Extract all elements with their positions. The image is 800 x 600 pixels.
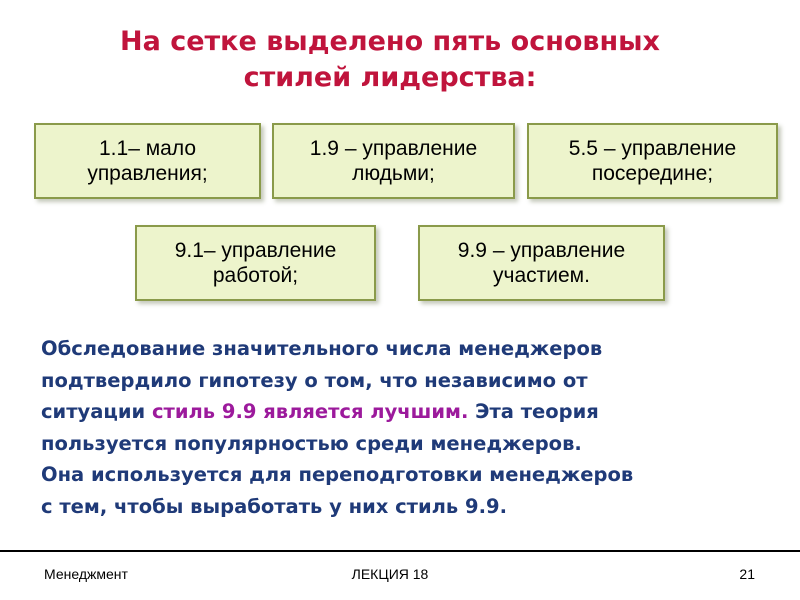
paragraph-line-5: Она используется для переподготовки менеджеров (41, 463, 634, 486)
style-box-1-9 (272, 123, 515, 199)
slide-title-line-2: стилей лидерства: (243, 62, 537, 93)
style-box-1-1-line-1: 1.1– мало (99, 137, 196, 160)
style-box-9-1 (135, 225, 376, 301)
style-box-1-9-line-2: людьми; (352, 162, 435, 185)
style-box-1-1-line-2: управления; (87, 162, 208, 185)
paragraph-line-3-end: Эта теория (468, 400, 599, 423)
style-box-1-9-line-1: 1.9 – управление (309, 137, 478, 160)
style-box-9-1-line-1: 9.1– управление (174, 239, 337, 262)
paragraph-line-4: пользуется популярностью среди менеджеров. (41, 431, 582, 455)
footer-lecture-label: ЛЕКЦИЯ 18 (351, 566, 429, 582)
style-box-9-9-line-2: участием. (493, 264, 590, 287)
slide-title (60, 24, 720, 96)
style-box-1-1 (34, 123, 261, 199)
paragraph-line-6: с тем, чтобы выработать у них стиль 9.9. (41, 494, 508, 518)
footer-divider (0, 550, 800, 552)
slide-title-line-1: На сетке выделено пять основных (120, 26, 660, 57)
paragraph-line-1: Обследование значительного числа менеджеров (41, 337, 603, 360)
style-box-9-9-line-1: 9.9 – управление (457, 239, 626, 262)
paragraph-line-3 (41, 396, 781, 428)
footer-course-name: Менеджмент (44, 566, 128, 582)
style-box-9-1-line-2: работой; (212, 264, 299, 287)
paragraph-line-2: подтвердило гипотезу о том, что независимо от (41, 368, 588, 392)
style-box-5-5-line-1: 5.5 – управление (568, 137, 737, 160)
paragraph-line-3-start: ситуации (41, 400, 152, 423)
style-box-5-5 (527, 123, 778, 199)
style-box-5-5-line-2: посередине; (591, 162, 714, 185)
style-box-9-9 (418, 225, 665, 301)
body-paragraph (41, 333, 781, 522)
footer-page-number: 21 (739, 566, 755, 582)
highlighted-style-text: стиль 9.9 является лучшим. (151, 400, 469, 423)
